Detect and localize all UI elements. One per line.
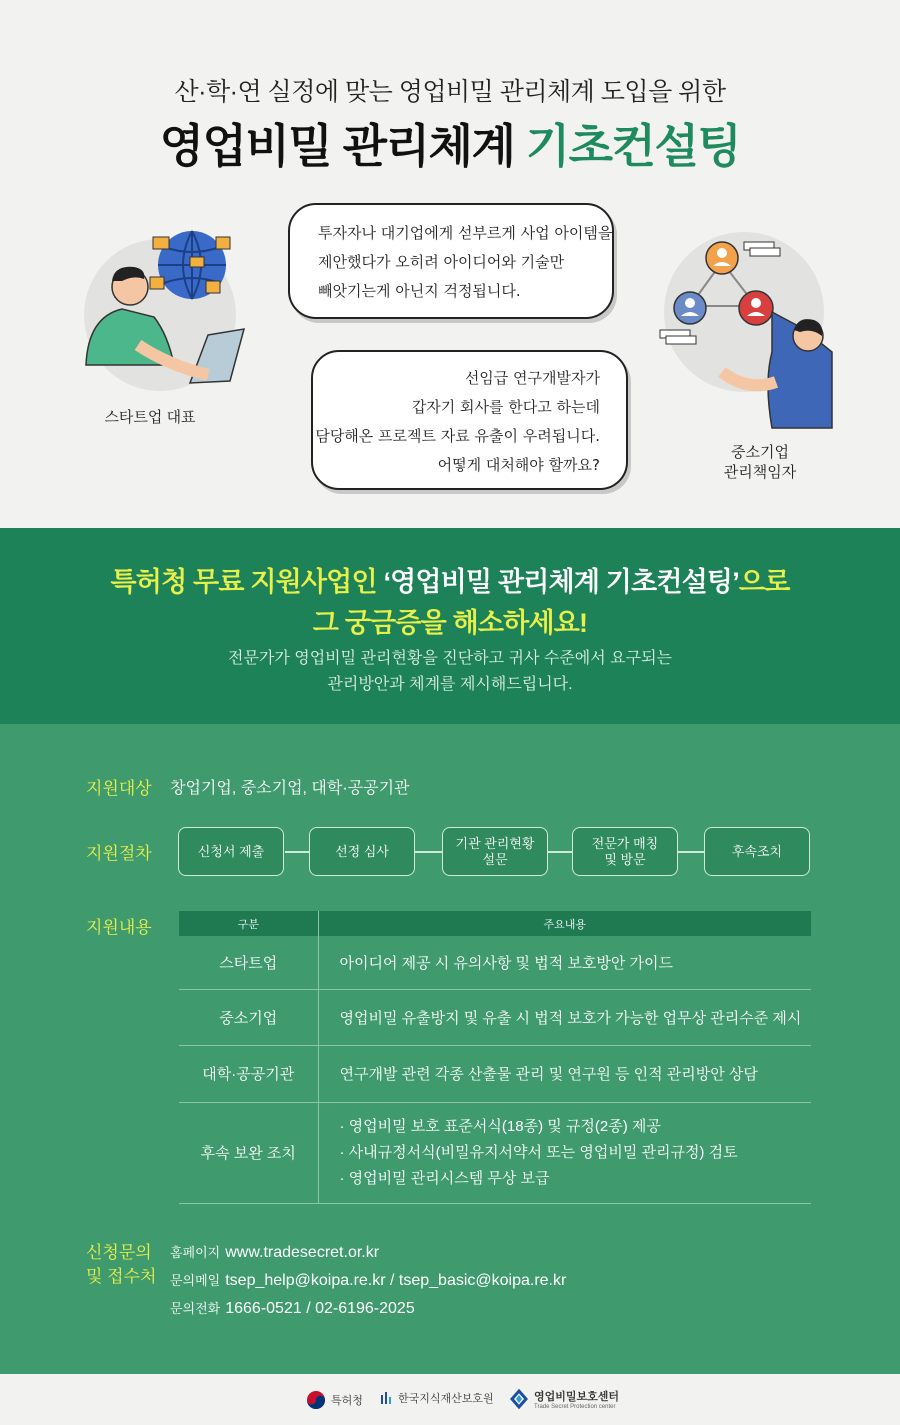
- headline-part-b: ‘영업비밀 관리체계 기초컨설팅’: [383, 567, 739, 597]
- target-label: 지원대상: [86, 779, 152, 798]
- speech-bubble-startup: [288, 203, 614, 319]
- headline-part-a: 특허청 무료 지원사업인: [110, 567, 384, 597]
- table-row: [179, 1045, 811, 1102]
- bubble-sme-line-3: 담당해온 프로젝트 자료 유출이 우려됩니다.: [315, 427, 600, 445]
- step-expert-visit: 전문가 매칭 및 방문: [572, 827, 678, 876]
- contact-label: [86, 1241, 156, 1289]
- bullet-item: · 사내규정서식(비밀유지서약서 또는 영업비밀 관리규정) 검토: [339, 1143, 738, 1161]
- row-category: 스타트업: [179, 936, 318, 989]
- table-row: [179, 1102, 811, 1203]
- step-followup: 후속조치: [704, 827, 810, 876]
- promo-desc-line-2: 관리방안과 체계를 제시해드립니다.: [327, 676, 573, 693]
- logo-tspc-sub: Trade Secret Protection center: [534, 1404, 616, 1410]
- table-row: [179, 936, 811, 989]
- homepage-link[interactable]: www.tradesecret.or.kr: [225, 1244, 380, 1261]
- contact-label-line-2: 및 접수처: [86, 1267, 157, 1286]
- step-connector: [285, 851, 309, 853]
- bubble-sme-line-2: 갑자기 회사를 한다고 하는데: [411, 398, 600, 416]
- headline-part-c: 으로: [738, 567, 790, 597]
- tspc-logo: [508, 1388, 619, 1410]
- headline-line-2: 그 궁금증을 해소하세요!: [312, 608, 588, 638]
- step-survey: 기관 관리현황 설문: [442, 827, 548, 876]
- step-connector: [548, 851, 572, 853]
- kipo-logo: [306, 1390, 363, 1410]
- sme-manager-illustration: [652, 232, 842, 432]
- footer-logos: [0, 1374, 900, 1425]
- caption-sme-line-2: 관리책임자: [723, 464, 797, 481]
- row-category: 후속 보완 조치: [179, 1102, 318, 1203]
- table-header-category: 구분: [179, 911, 318, 936]
- email-key: 문의메일: [170, 1273, 221, 1288]
- table-header-content: 주요내용: [318, 911, 811, 936]
- bars-icon: [380, 1391, 394, 1405]
- contact-homepage: [170, 1242, 379, 1262]
- caption-sme-manager: [700, 443, 820, 483]
- row-category: 대학·공공기관: [179, 1045, 318, 1102]
- step-connector: [415, 851, 442, 853]
- step-application: 신청서 제출: [178, 827, 284, 876]
- speech-bubble-sme: [311, 350, 628, 490]
- support-info-section: [0, 724, 900, 1374]
- process-label: 지원절차: [86, 844, 152, 863]
- bubble-sme-line-4: 어떻게 대처해야 할까요?: [437, 456, 600, 474]
- caption-sme-line-1: 중소기업: [731, 444, 789, 461]
- row-content: 아이디어 제공 시 유의사항 및 법적 보호방안 가이드: [318, 936, 811, 989]
- contact-phone: [170, 1298, 415, 1318]
- row-content: 연구개발 관련 각종 산출물 관리 및 연구원 등 인적 관리방안 상담: [318, 1045, 811, 1102]
- row-content-bullets: [318, 1102, 811, 1203]
- contact-email: [170, 1270, 566, 1290]
- bubble-startup-line-3: 빼앗기는게 아닌지 걱정됩니다.: [318, 282, 521, 300]
- phone-key: 문의전화: [170, 1301, 221, 1316]
- row-category: 중소기업: [179, 989, 318, 1045]
- bullet-item: · 영업비밀 보호 표준서식(18종) 및 규정(2종) 제공: [339, 1117, 661, 1135]
- step-selection: 선정 심사: [309, 827, 415, 876]
- hero-section: [0, 0, 900, 528]
- title-accent: 기초컨설팅: [525, 120, 741, 172]
- logo-kipo-text: 특허청: [331, 1395, 363, 1407]
- promo-band: [0, 528, 900, 724]
- title-main: 영업비밀 관리체계: [159, 120, 526, 172]
- taegeuk-icon: [306, 1390, 326, 1410]
- bullet-item: · 영업비밀 관리시스템 무상 보급: [339, 1169, 550, 1187]
- page-title: [0, 110, 900, 176]
- bubble-startup-line-2: 제안했다가 오히려 아이디어와 기술만: [318, 253, 565, 271]
- startup-ceo-illustration: [78, 225, 258, 395]
- content-label: 지원내용: [86, 918, 152, 937]
- logo-koipa-text: 한국지식재산보호원: [398, 1393, 494, 1405]
- promo-headline: [0, 562, 900, 644]
- bubble-sme-line-1: 선임급 연구개발자가: [464, 369, 600, 387]
- homepage-key: 홈페이지: [170, 1245, 221, 1260]
- promo-description: [0, 646, 900, 698]
- target-value: 창업기업, 중소기업, 대학·공공기관: [170, 780, 410, 797]
- shield-logo-icon: [508, 1388, 530, 1410]
- caption-startup-ceo: 스타트업 대표: [104, 409, 196, 426]
- koipa-logo: [380, 1390, 494, 1406]
- step-connector: [678, 851, 704, 853]
- row-content: 영업비밀 유출방지 및 유출 시 법적 보호가 가능한 업무상 관리수준 제시: [318, 989, 811, 1045]
- support-content-table: [179, 911, 811, 1204]
- contact-label-line-1: 신청문의: [86, 1243, 152, 1262]
- bubble-startup-line-1: 투자자나 대기업에게 섣부르게 사업 아이템을: [318, 224, 613, 242]
- page-subtitle: 산·학·연 실정에 맞는 영업비밀 관리체계 도입을 위한: [174, 78, 726, 106]
- promo-desc-line-1: 전문가가 영업비밀 관리현황을 진단하고 귀사 수준에서 요구되는: [228, 650, 672, 667]
- phone-value: 1666-0521 / 02-6196-2025: [225, 1300, 415, 1317]
- table-row: [179, 989, 811, 1045]
- email-value[interactable]: tsep_help@koipa.re.kr / tsep_basic@koipa.re.kr: [225, 1272, 567, 1289]
- logo-tspc-text: 영업비밀보호센터: [534, 1391, 620, 1403]
